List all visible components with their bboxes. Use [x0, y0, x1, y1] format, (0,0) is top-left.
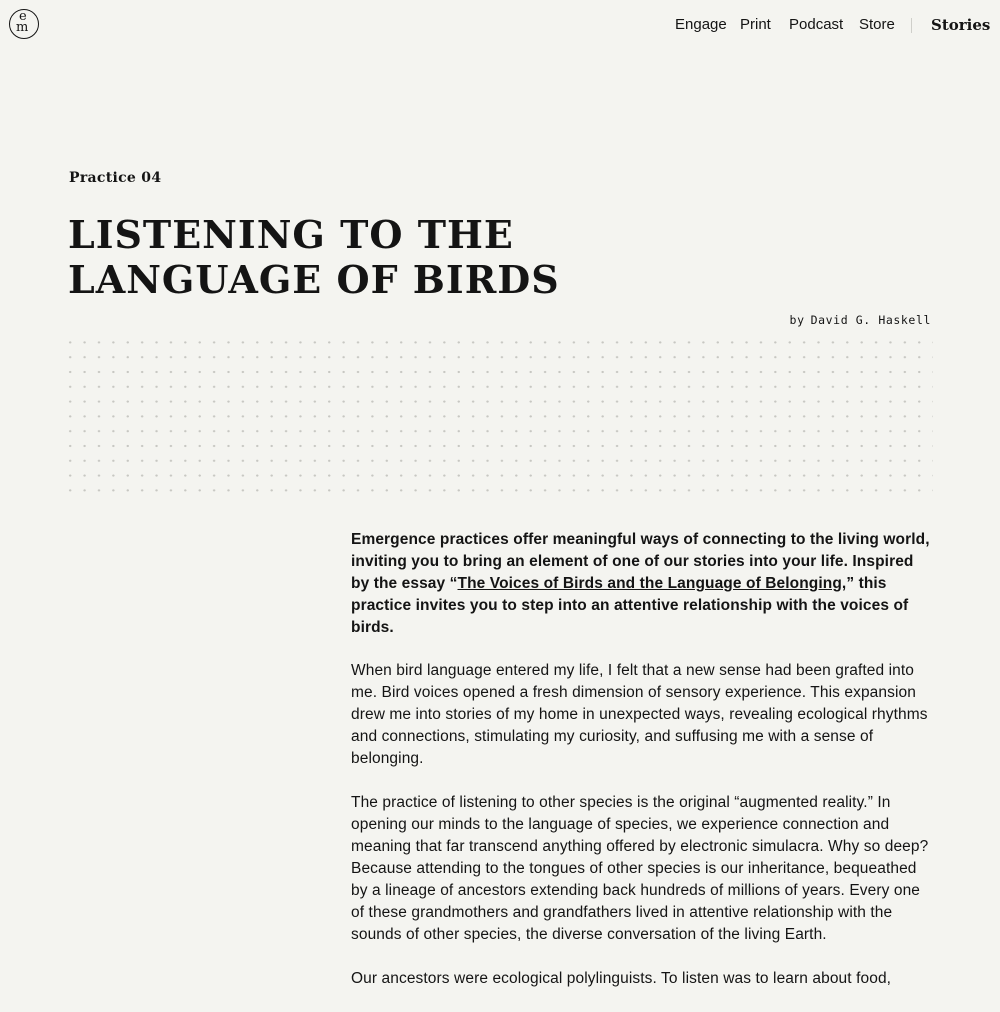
nav-link-engage[interactable]: Engage	[675, 16, 727, 33]
nav-link-print[interactable]: Print	[740, 16, 771, 33]
nav-link-stories[interactable]: Stories	[931, 16, 991, 34]
emergence-logo[interactable]	[9, 9, 39, 39]
logo-letter-e: e	[19, 9, 27, 24]
byline	[790, 313, 931, 327]
practice-kicker: Practice 04	[69, 170, 162, 186]
body-paragraph-2: The practice of listening to other species is the original “augmented reality.” In opening our minds to the language of species, we experience connection and meaning that far transcend anything offered by electronic simulacra. Why so deep? Because attending to the tongues of other species is our inheritance, bequeathed by a lineage of ancestors extending back hundreds of millions of years. Every one of these grandmothers and grandfathers lived in attentive relationship with the sounds of other species, the diverse conversation of the living Earth.	[351, 794, 929, 943]
top-navigation-bar	[0, 0, 1000, 52]
intro-text-end: ,” this practice invites you to step into an attentive relationship with the voices of birds.	[351, 575, 909, 636]
author-name: David G. Haskell	[810, 313, 931, 327]
article-body	[351, 660, 934, 1012]
article-title: LISTENING TO THE LANGUAGE OF BIRDS	[68, 212, 560, 302]
intro-text-start: Emergence practices offer meaningful ways of connecting to the living world, inviting you to bring an element of one of our stories into your life. Inspired by the essay “	[351, 531, 930, 592]
nav-divider	[911, 18, 912, 33]
essay-link[interactable]: The Voices of Birds and the Language of Belonging	[457, 575, 842, 592]
byline-prefix: by	[789, 313, 805, 327]
intro-paragraph	[351, 529, 931, 639]
body-paragraph-1: When bird language entered my life, I felt that a new sense had been grafted into me. Bird voices opened a fresh dimension of sensory experience. This expansion drew me into stories of my home in unexpected ways, revealing ecological rhythms and connections, stimulating my curiosity, and suffusing me with a sense of belonging.	[351, 662, 928, 767]
body-paragraph-3: Our ancestors were ecological polylinguists. To listen was to learn about food,	[351, 970, 892, 987]
nav-link-podcast[interactable]: Podcast	[789, 16, 844, 33]
nav-link-store[interactable]: Store	[859, 16, 895, 33]
logo-letter-m: m	[16, 20, 29, 35]
dot-grid-decoration	[68, 340, 933, 502]
